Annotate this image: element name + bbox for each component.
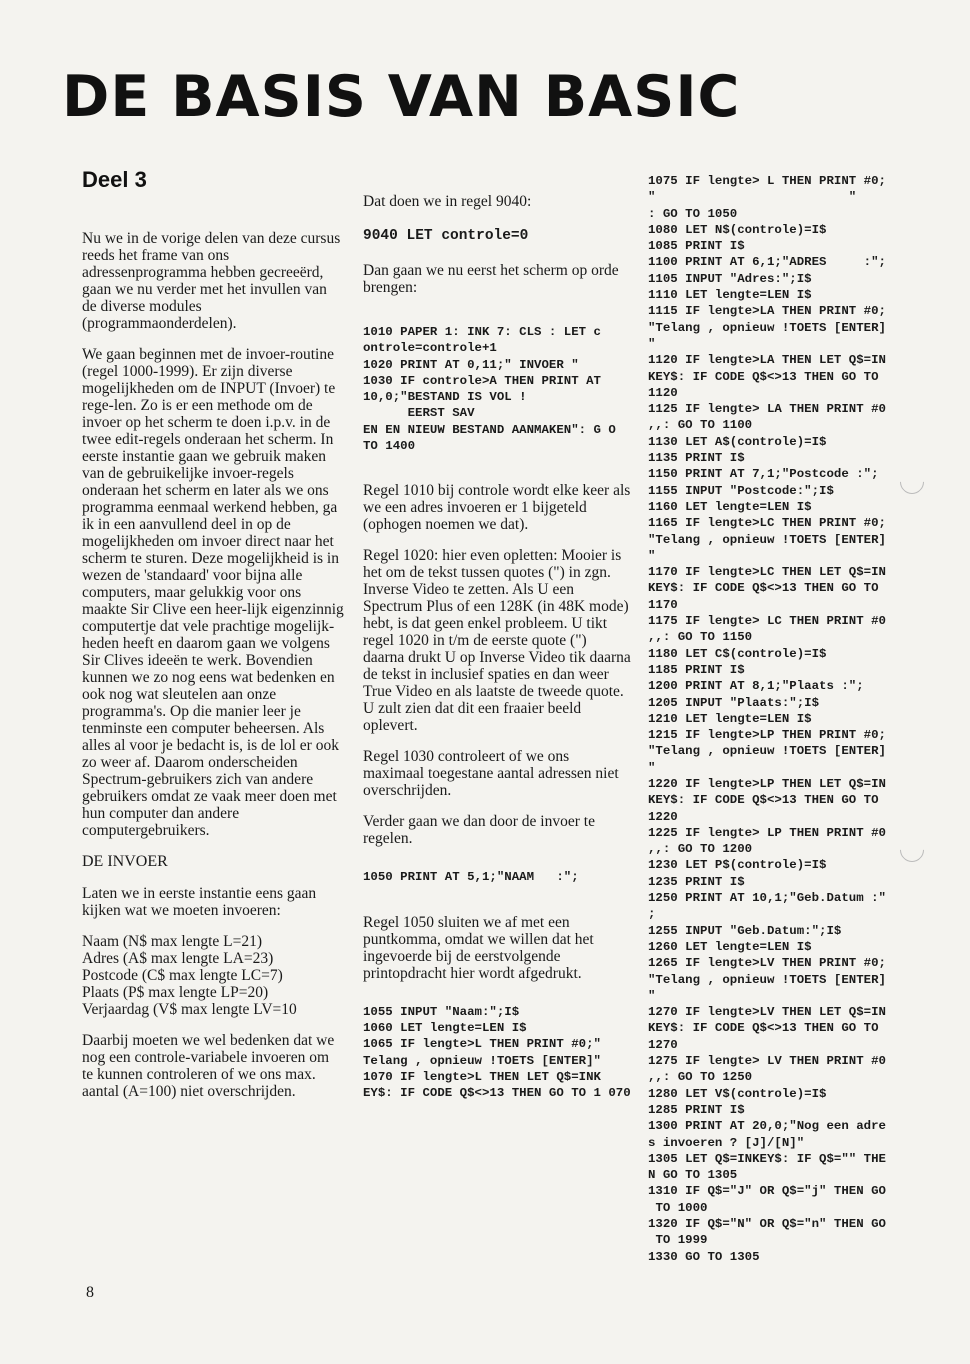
- section-heading: DE INVOER: [82, 853, 168, 870]
- regel-9040-intro: Dat doen we in regel 9040:: [363, 193, 532, 210]
- page-number: 8: [86, 1284, 94, 1301]
- code-1050: 1050 PRINT AT 5,1;"NAAM :";: [363, 870, 579, 885]
- verder-paragraph: Verder gaan we dan door de invoer te regelen.: [363, 813, 595, 848]
- field-list: Naam (N$ max lengte L=21) Adres (A$ max lengte LA=23) Postcode (C$ max lengte LC=7) Plaats (P$ max lengte LP=20) Verjaardag (V$ max lengte LV=10: [82, 933, 297, 1018]
- part-heading: Deel 3: [82, 167, 147, 192]
- invoer-paragraph: We gaan beginnen met de invoer-routine (regel 1000-1999). Er zijn diverse mogelijkheden om de INPUT (Invoer) te rege-len. Zo is er een methode om de invoer op het scherm te doen i.p.v. in de twee edit-regels onderaan het scherm. In eerste instantie gaan we gebruik maken van de gebruikelijke invoer-regels onderaan het scherm en later als we ons programma eenmaal werkend hebben, ga ik in een aanvullend deel in op de mogelijkheden om invoer direct naar het scherm te sturen. Deze mogelijkheid is in wezen de 'standaard' voor bijna alle computers, maar gelukkig voor ons maakte Sir Clive een heer-lijk eigenzinnig computertje dat vele prachtige mogelijk-heden heeft en daarom gaan we volgens Sir Clives ideeën te werk. Bovendien kunnen we zo nog eens wat bedenken en ook nog wat sleutelen aan onze programma's. Op die manier leer je tenminste een computer beheersen. Als alles al voor je bedacht is, is de lol er ook zo weer af. Daarom onderscheiden Spectrum-gebruikers zich van andere gebruikers omdat ze vaak meer doen met hun computer dan andere computergebruikers.: [82, 346, 344, 839]
- invoer-intro: Laten we in eerste instantie eens gaan kijken wat we moeten invoeren:: [82, 885, 317, 919]
- right-column: [648, 173, 918, 1265]
- left-column: [82, 230, 344, 1114]
- regel-1030-paragraph: Regel 1030 controleert of we ons maximaal toegestane aantal adressen niet overschrijden.: [363, 748, 619, 800]
- middle-column: [363, 193, 631, 1101]
- regel-1020-paragraph: Regel 1020: hier even opletten: Mooier is het om de tekst tussen quotes (") in zgn. Inverse Video te zetten. Als U een Spectrum Plus of een 128K (in 48K mode) hebt, is dat geen enkel probleem. U tikt regel 1020 in t/m de eerste quote (") daarna drukt U op Inverse Video tik daarna de tekst in inclusief spaties en dan weer True Video en als laatste de tweede quote. U zult zien dat dit een fraaier beeld oplevert.: [363, 547, 631, 735]
- regel-1050-paragraph: Regel 1050 sluiten we af met een puntkomma, omdat we willen dat het ingevoerde bij de eerstvolgende printopdracht hier wordt afgedrukt.: [363, 913, 594, 982]
- code-1075-1330: 1075 IF lengte> L THEN PRINT #0; " " : GO TO 1050 1080 LET N$(controle)=I$ 1085 PRINT I$ 1100 PRINT AT 6,1;"ADRES :"; 1105 INPUT "Adres:";I$ 1110 LET lengte=LEN I$ 1115 IF lengte>LA THEN PRINT #0; "Telang , opnieuw !TOETS [ENTER] " 1120 IF lengte>LA THEN LET Q$=IN KEY$: IF CODE Q$<>13 THEN GO TO 1120 1125 IF lengte> LA THEN PRINT #0 ,,: GO TO 1100 1130 LET A$(controle)=I$ 1135 PRINT I$ 1150 PRINT AT 7,1;"Postcode :"; 1155 INPUT "Postcode:";I$ 1160 LET lengte=LEN I$ 1165 IF lengte>LC THEN PRINT #0; "Telang , opnieuw !TOETS [ENTER] " 1170 IF lengte>LC THEN LET Q$=IN KEY$: IF CODE Q$<>13 THEN GO TO 1170 1175 IF lengte> LC THEN PRINT #0 ,,: GO TO 1150 1180 LET C$(controle)=I$ 1185 PRINT I$ 1200 PRINT AT 8,1;"Plaats :"; 1205 INPUT "Plaats:";I$ 1210 LET lengte=LEN I$ 1215 IF lengte>LP THEN PRINT #0; "Telang , opnieuw !TOETS [ENTER] " 1220 IF lengte>LP THEN LET Q$=IN KEY$: IF CODE Q$<>13 THEN GO TO 1220 1225 IF lengte> LP THEN PRINT #0 ,,: GO TO 1200 1230 LET P$(controle)=I$ 1235 PRINT I$ 1250 PRINT AT 10,1;"Geb.Datum :" ; 1255 INPUT "Geb.Datum:";I$ 1260 LET lengte=LEN I$ 1265 IF lengte>LV THEN PRINT #0; "Telang , opnieuw !TOETS [ENTER] " 1270 IF lengte>LV THEN LET Q$=IN KEY$: IF CODE Q$<>13 THEN GO TO 1270 1275 IF lengte> LV THEN PRINT #0 ,,: GO TO 1250 1280 LET V$(controle)=I$ 1285 PRINT I$ 1300 PRINT AT 20,0;"Nog een adre s invoeren ? [J]/[N]" 1305 LET Q$=INKEY$: IF Q$="" THE N GO TO 1305 1310 IF Q$="J" OR Q$="j" THEN GO TO 1000 1320 IF Q$="N" OR Q$="n" THEN GO TO 1999 1330 GO TO 1305: [648, 174, 886, 1264]
- page-title: DE BASIS VAN BASIC: [62, 64, 741, 130]
- code-1010-1030: 1010 PAPER 1: INK 7: CLS : LET c ontrole=controle+1 1020 PRINT AT 0,11;" INVOER " 1030 IF controle>A THEN PRINT AT 10,0;"BESTAND IS VOL ! EERST SAV EN EN NIEUW BESTAND AANMAKEN": G O TO 1400: [363, 325, 616, 454]
- scherm-paragraph: Dan gaan we nu eerst het scherm op orde brengen:: [363, 262, 619, 296]
- code-1055-1070: 1055 INPUT "Naam:";I$ 1060 LET lengte=LEN I$ 1065 IF lengte>L THEN PRINT #0;" Telang , opnieuw !TOETS [ENTER]" 1070 IF lengte>L THEN LET Q$=INK EY$: IF CODE Q$<>13 THEN GO TO 1 070: [363, 1004, 631, 1101]
- controle-paragraph: Daarbij moeten we wel bedenken dat we nog een controle-variabele invoeren om te kunnen controleren of we ons max. aantal (A=100) niet overschrijden.: [82, 1032, 335, 1100]
- regel-1010-paragraph: Regel 1010 bij controle wordt elke keer als we een adres invoeren er 1 bijgeteld (ophogen noemen we dat).: [363, 482, 631, 534]
- code-9040: 9040 LET controle=0: [363, 228, 529, 244]
- intro-paragraph: Nu we in de vorige delen van deze cursus reeds het frame van ons adressenprogramma hebben gecreeërd, gaan we nu verder met het invullen van de diverse modules (programmaonderdelen).: [82, 230, 341, 332]
